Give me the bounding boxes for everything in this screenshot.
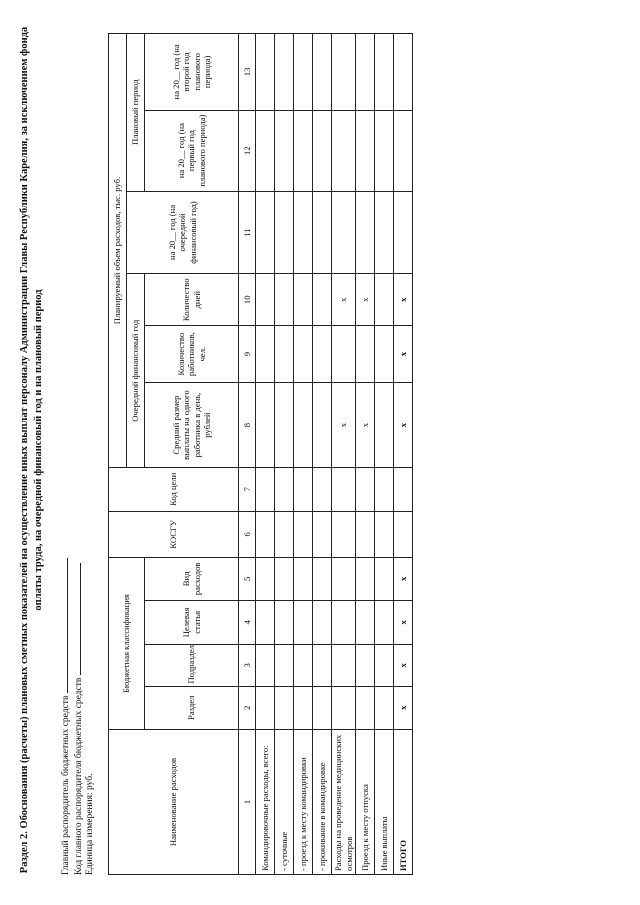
table-cell (294, 511, 313, 558)
table-cell (256, 600, 275, 645)
table-cell (275, 383, 294, 468)
table-cell (275, 274, 294, 326)
row-label: - проезд к месту командировки (294, 730, 313, 875)
table-cell (294, 326, 313, 383)
table-cell (332, 686, 356, 729)
table-cell (256, 274, 275, 326)
column-number: 11 (239, 191, 256, 274)
table-cell (332, 645, 356, 686)
table-cell (256, 686, 275, 729)
column-number: 13 (239, 34, 256, 111)
table-cell (375, 191, 394, 274)
header-days: Количество дней (145, 274, 239, 326)
table-cell (275, 511, 294, 558)
meta-unit (84, 774, 96, 875)
table-cell (332, 558, 356, 600)
meta-code (71, 563, 85, 875)
meta-distributor (58, 558, 72, 875)
table-row (256, 34, 275, 875)
table-cell (375, 383, 394, 468)
table-row (356, 34, 375, 875)
header-budget: Бюджетная классификация (109, 558, 145, 730)
table-cell: x (394, 600, 413, 645)
table-cell (356, 686, 375, 729)
table-cell (332, 511, 356, 558)
table-cell (256, 511, 275, 558)
table-cell (375, 645, 394, 686)
table-cell (275, 326, 294, 383)
header-y3: на 20__ год (на второй год планового периода) (145, 34, 239, 111)
table-cell (356, 326, 375, 383)
row-label: - проживание в командировке (313, 730, 332, 875)
table-cell (375, 600, 394, 645)
table-cell (275, 558, 294, 600)
table-cell (294, 34, 313, 111)
table-cell (313, 645, 332, 686)
table-cell (375, 686, 394, 729)
column-number: 1 (239, 730, 256, 875)
table-cell (356, 600, 375, 645)
table-row (275, 34, 294, 875)
column-number: 4 (239, 600, 256, 645)
column-number: 6 (239, 511, 256, 558)
table-cell (275, 34, 294, 111)
header-nextyear: Очередной финансовый год (127, 274, 145, 468)
table-cell (294, 645, 313, 686)
table-cell (332, 191, 356, 274)
table-cell (313, 326, 332, 383)
table-cell (294, 110, 313, 191)
row-label: Командировочные расходы, всего: (256, 730, 275, 875)
row-label: Проезд к месту отпуска (356, 730, 375, 875)
table-cell (313, 110, 332, 191)
table-cell (256, 383, 275, 468)
table-cell (275, 600, 294, 645)
table-cell (275, 468, 294, 511)
table-cell: x (394, 326, 413, 383)
table-cell (294, 383, 313, 468)
table-cell (294, 274, 313, 326)
table-cell (356, 34, 375, 111)
table-cell (313, 511, 332, 558)
header-exptype: Вид расходов (145, 558, 239, 600)
table-cell (375, 34, 394, 111)
table-cell (294, 600, 313, 645)
header-plan: Плановый период (127, 34, 145, 192)
table-cell: x (356, 383, 375, 468)
header-subsection: Подраздел (145, 645, 239, 686)
table-cell (394, 110, 413, 191)
table-cell (332, 468, 356, 511)
row-label: Иные выплаты (375, 730, 394, 875)
table-cell (356, 468, 375, 511)
table-cell: x (394, 274, 413, 326)
table-cell (256, 326, 275, 383)
table-cell (375, 468, 394, 511)
table-cell (394, 34, 413, 111)
meta-distributor-line (58, 558, 68, 693)
header-section: Раздел (145, 686, 239, 729)
table-cell: x (394, 383, 413, 468)
table-cell: x (332, 383, 356, 468)
table-cell (313, 600, 332, 645)
column-number: 10 (239, 274, 256, 326)
header-kosgu: КОСГУ (109, 511, 239, 558)
table-cell (313, 191, 332, 274)
column-number: 2 (239, 686, 256, 729)
table-cell (313, 383, 332, 468)
table-cell (356, 558, 375, 600)
table-cell (375, 274, 394, 326)
table-cell (294, 468, 313, 511)
table-cell (313, 274, 332, 326)
table-cell (275, 110, 294, 191)
table-cell (332, 600, 356, 645)
table-cell (394, 191, 413, 274)
table-cell (394, 511, 413, 558)
table-row (394, 34, 413, 875)
table-cell (356, 191, 375, 274)
table-row (375, 34, 394, 875)
table-cell: x (356, 274, 375, 326)
expense-table (108, 33, 413, 875)
document-title: Раздел 2. Обоснования (расчеты) плановых сметных показателей на осуществление иных выплат персоналу Администрации Главы Республики Карелия, за исключением фонда оплаты труда, на очередной финансовый год и на плановый период (19, 26, 44, 874)
table-cell (294, 191, 313, 274)
table-cell (332, 326, 356, 383)
meta-unit-label: Единица измерения: руб. (85, 773, 95, 875)
column-number: 3 (239, 645, 256, 686)
row-label: - суточные (275, 730, 294, 875)
table-row (294, 34, 313, 875)
table-cell (356, 645, 375, 686)
table-cell (256, 191, 275, 274)
row-label: Расходы на проведение медицинских осмотров (332, 730, 356, 875)
table-cell (332, 110, 356, 191)
table-cell (313, 558, 332, 600)
table-cell (294, 686, 313, 729)
table-row (332, 34, 356, 875)
header-avgpay: Средний размер выплаты на одного работника в день, рублей (145, 383, 239, 468)
table-cell (394, 468, 413, 511)
header-name: Наименование расходов (109, 730, 239, 875)
meta-code-label: Код главного распорядителя бюджетных средств (74, 677, 84, 875)
table-cell (256, 645, 275, 686)
table-cell (332, 34, 356, 111)
table-cell (375, 326, 394, 383)
table-cell (375, 110, 394, 191)
table-cell (313, 34, 332, 111)
meta-code-line (71, 563, 81, 675)
column-number: 5 (239, 558, 256, 600)
header-target: Целевая статья (145, 600, 239, 645)
table-cell (256, 34, 275, 111)
table-cell (275, 191, 294, 274)
table-cell (275, 645, 294, 686)
table-cell (356, 511, 375, 558)
row-label: ИТОГО (394, 730, 413, 875)
column-number: 7 (239, 468, 256, 511)
table-cell (256, 110, 275, 191)
table-cell (256, 468, 275, 511)
header-planned: Планируемый объем расходов, тыс. руб. (109, 34, 127, 468)
column-number: 9 (239, 326, 256, 383)
table-row (313, 34, 332, 875)
table-cell: x (394, 558, 413, 600)
table-cell (275, 686, 294, 729)
column-number: 12 (239, 110, 256, 191)
table-cell (294, 558, 313, 600)
table-cell (256, 558, 275, 600)
table-cell (313, 468, 332, 511)
header-y2: на 20__ год (на первый год планового периода) (145, 110, 239, 191)
table-cell: x (332, 274, 356, 326)
table-cell (375, 511, 394, 558)
meta-distributor-label: Главный распорядитель бюджетных средств (61, 695, 71, 875)
table-cell (375, 558, 394, 600)
table-cell (313, 686, 332, 729)
table-cell: x (394, 645, 413, 686)
header-y1: на 20__ год (на очередной финансовый год) (127, 191, 239, 274)
column-numbers-row (239, 34, 256, 875)
table-cell: x (394, 686, 413, 729)
header-workers: Количество работников, чел. (145, 326, 239, 383)
column-number: 8 (239, 383, 256, 468)
table-cell (356, 110, 375, 191)
header-goalcode: Код цели (109, 468, 239, 511)
